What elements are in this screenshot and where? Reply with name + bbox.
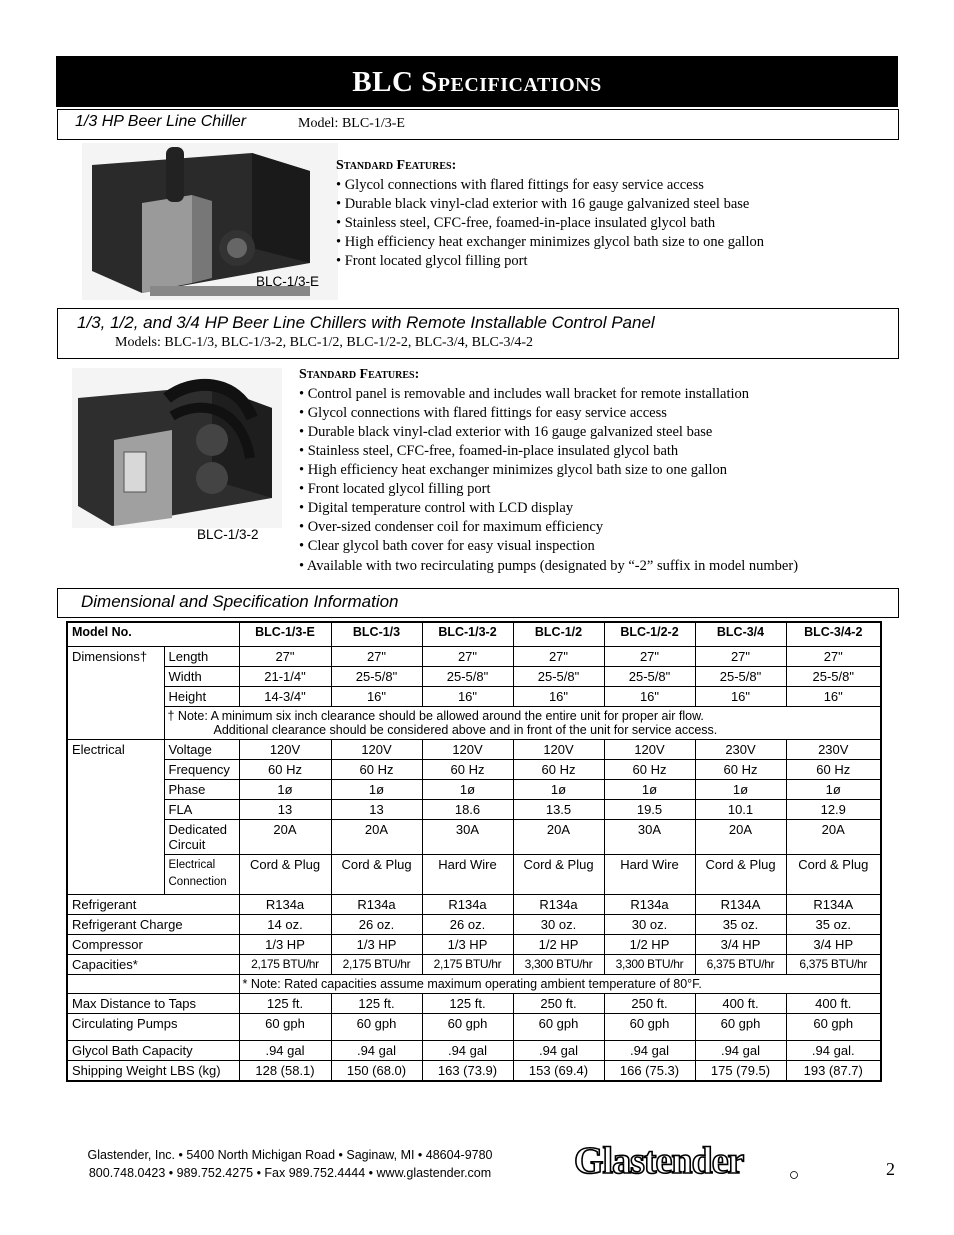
dimension-note — [164, 707, 881, 740]
model-header: BLC-1/3-2 — [422, 622, 513, 647]
table-cell: 60 gph — [239, 1014, 331, 1041]
table-cell: 35 oz. — [695, 915, 786, 935]
table-cell: 25-5/8" — [513, 667, 604, 687]
feature-item: • Front located glycol filling port — [299, 480, 879, 499]
table-cell: 60 gph — [786, 1014, 881, 1041]
feature-item: • Durable black vinyl-clad exterior with 16 gauge galvanized steel base — [336, 195, 876, 214]
features-title: Standard Features: — [336, 158, 457, 173]
row-label: Phase — [164, 780, 239, 800]
row-label: Height — [164, 687, 239, 707]
table-cell: 60 gph — [513, 1014, 604, 1041]
dimension-note-line-1: † Note: A minimum six inch clearance should be allowed around the entire unit for proper air flow. — [167, 709, 704, 723]
model-header: BLC-1/2 — [513, 622, 604, 647]
table-cell: 250 ft. — [513, 994, 604, 1014]
table-cell: 120V — [604, 740, 695, 760]
feature-item: • Durable black vinyl-clad exterior with 16 gauge galvanized steel base — [299, 423, 879, 442]
table-cell: 163 (73.9) — [422, 1061, 513, 1082]
table-cell: .94 gal — [239, 1041, 331, 1061]
table-cell: 30 oz. — [513, 915, 604, 935]
row-label: Capacities* — [67, 955, 239, 975]
table-cell: 60 Hz — [513, 760, 604, 780]
table-cell: 3/4 HP — [695, 935, 786, 955]
feature-item: • Control panel is removable and includes wall bracket for remote installation — [299, 385, 879, 404]
table-row — [67, 647, 881, 667]
table-cell: 1ø — [604, 780, 695, 800]
table-cell: 25-5/8" — [604, 667, 695, 687]
table-cell: .94 gal — [604, 1041, 695, 1061]
table-cell: 25-5/8" — [422, 667, 513, 687]
table-cell: 400 ft. — [695, 994, 786, 1014]
table-cell: 250 ft. — [604, 994, 695, 1014]
table-row — [67, 1041, 881, 1061]
table-cell: 193 (87.7) — [786, 1061, 881, 1082]
empty-cell — [67, 975, 239, 994]
table-cell: 35 oz. — [786, 915, 881, 935]
table-cell: 3,300 BTU/hr — [604, 955, 695, 975]
glastender-logo — [572, 1138, 800, 1182]
table-cell: 14 oz. — [239, 915, 331, 935]
capacity-note: * Note: Rated capacities assume maximum operating ambient temperature of 80°F. — [239, 975, 881, 994]
table-cell: 1/3 HP — [331, 935, 422, 955]
feature-item: • Glycol connections with flared fittings for easy service access — [299, 404, 879, 423]
table-cell: Cord & Plug — [331, 855, 422, 895]
table-cell: 230V — [695, 740, 786, 760]
footer-address — [55, 1146, 525, 1182]
row-label: Compressor — [67, 935, 239, 955]
table-cell: 13 — [239, 800, 331, 820]
table-cell: Cord & Plug — [513, 855, 604, 895]
section-2-heading: 1/3, 1/2, and 3/4 HP Beer Line Chillers with Remote Installable Control Panel — [77, 313, 655, 332]
page-title-bar — [56, 56, 898, 107]
table-cell: 1ø — [239, 780, 331, 800]
table-row — [67, 955, 881, 975]
section-1-model: Model: BLC-1/3-E — [298, 116, 405, 131]
feature-item: • High efficiency heat exchanger minimizes glycol bath size to one gallon — [336, 233, 876, 252]
table-row — [67, 667, 881, 687]
section-1-heading: 1/3 HP Beer Line Chiller — [75, 113, 247, 130]
model-header: BLC-1/3-E — [239, 622, 331, 647]
row-label-line-1: Dedicated — [168, 822, 228, 837]
table-cell: R134a — [331, 895, 422, 915]
section-1-header — [57, 109, 899, 140]
table-cell: 20A — [239, 820, 331, 855]
footer-line-2: 800.748.0423 • 989.752.4275 • Fax 989.752.4444 • www.glastender.com — [88, 1166, 492, 1180]
row-label: Glycol Bath Capacity — [67, 1041, 239, 1061]
table-row — [67, 1061, 881, 1082]
page-number: 2 — [886, 1159, 895, 1179]
table-cell: .94 gal — [513, 1041, 604, 1061]
table-cell: R134A — [695, 895, 786, 915]
table-cell: 20A — [513, 820, 604, 855]
table-cell: 26 oz. — [422, 915, 513, 935]
table-header-row — [67, 622, 881, 647]
table-cell: Hard Wire — [422, 855, 513, 895]
section-2-header — [57, 308, 899, 359]
table-cell: 1/3 HP — [239, 935, 331, 955]
table-cell: 120V — [513, 740, 604, 760]
table-row — [67, 855, 881, 895]
table-cell: 60 Hz — [604, 760, 695, 780]
model-header: BLC-3/4 — [695, 622, 786, 647]
table-cell: 16" — [695, 687, 786, 707]
table-cell: 1ø — [513, 780, 604, 800]
features-title: Standard Features: — [299, 367, 420, 382]
table-cell: .94 gal — [422, 1041, 513, 1061]
table-cell: 3/4 HP — [786, 935, 881, 955]
model-label: Model No. — [67, 622, 239, 647]
table-cell: 16" — [604, 687, 695, 707]
table-cell: Cord & Plug — [695, 855, 786, 895]
table-cell: Hard Wire — [604, 855, 695, 895]
row-label: Max Distance to Taps — [67, 994, 239, 1014]
table-cell: 14-3/4" — [239, 687, 331, 707]
table-cell: 60 Hz — [786, 760, 881, 780]
table-cell: 27" — [513, 647, 604, 667]
table-cell: 60 gph — [604, 1014, 695, 1041]
row-label: Refrigerant — [67, 895, 239, 915]
table-cell: .94 gal — [695, 1041, 786, 1061]
table-cell: R134a — [604, 895, 695, 915]
table-cell: 120V — [422, 740, 513, 760]
table-cell: 27" — [422, 647, 513, 667]
table-row — [67, 935, 881, 955]
table-row — [67, 760, 881, 780]
feature-item: • Available with two recirculating pumps (designated by “-2” suffix in model number) — [299, 557, 879, 576]
table-cell: 60 gph — [331, 1014, 422, 1041]
table-cell: 125 ft. — [331, 994, 422, 1014]
table-cell: 21-1/4" — [239, 667, 331, 687]
table-cell: 27" — [786, 647, 881, 667]
table-cell: 120V — [331, 740, 422, 760]
table-cell: 1ø — [786, 780, 881, 800]
feature-item: • Clear glycol bath cover for easy visual inspection — [299, 537, 879, 556]
section-2-features — [299, 365, 879, 576]
table-cell: 12.9 — [786, 800, 881, 820]
table-cell: 2,175 BTU/hr — [331, 955, 422, 975]
section-1-features — [336, 156, 876, 271]
table-cell: 2,175 BTU/hr — [239, 955, 331, 975]
model-header: BLC-1/3 — [331, 622, 422, 647]
table-cell: 20A — [695, 820, 786, 855]
table-cell: 1/2 HP — [604, 935, 695, 955]
table-cell: 25-5/8" — [786, 667, 881, 687]
table-cell: 25-5/8" — [695, 667, 786, 687]
table-cell: 1ø — [331, 780, 422, 800]
table-cell: 60 gph — [422, 1014, 513, 1041]
table-row — [67, 915, 881, 935]
table-cell: 27" — [331, 647, 422, 667]
table-cell: 150 (68.0) — [331, 1061, 422, 1082]
logo-text: Glastender — [574, 1140, 744, 1182]
table-cell: 16" — [422, 687, 513, 707]
table-row — [67, 975, 881, 994]
table-cell: 16" — [786, 687, 881, 707]
section-3-header — [57, 588, 899, 618]
table-cell: 60 gph — [695, 1014, 786, 1041]
table-cell: .94 gal — [331, 1041, 422, 1061]
table-row — [67, 820, 881, 855]
table-cell: 60 Hz — [695, 760, 786, 780]
table-cell: 125 ft. — [239, 994, 331, 1014]
feature-item: • Over-sized condenser coil for maximum efficiency — [299, 518, 879, 537]
table-cell: 128 (58.1) — [239, 1061, 331, 1082]
table-cell: 6,375 BTU/hr — [786, 955, 881, 975]
table-cell: 166 (75.3) — [604, 1061, 695, 1082]
table-row — [67, 780, 881, 800]
row-label-line-1: Electrical — [168, 859, 216, 871]
table-cell: R134a — [239, 895, 331, 915]
row-group-label: Dimensions† — [67, 647, 164, 740]
model-header: BLC-1/2-2 — [604, 622, 695, 647]
table-row — [67, 800, 881, 820]
section-3-heading: Dimensional and Specification Information — [81, 592, 399, 611]
specification-table — [66, 621, 882, 1082]
table-row — [67, 687, 881, 707]
table-cell: 1ø — [695, 780, 786, 800]
row-label: Circulating Pumps — [67, 1014, 239, 1041]
row-label: Voltage — [164, 740, 239, 760]
row-label: Refrigerant Charge — [67, 915, 239, 935]
table-cell: Cord & Plug — [239, 855, 331, 895]
table-cell: 2,175 BTU/hr — [422, 955, 513, 975]
table-cell: 1/2 HP — [513, 935, 604, 955]
table-cell: 1ø — [422, 780, 513, 800]
row-label: FLA — [164, 800, 239, 820]
table-row — [67, 1014, 881, 1041]
table-cell: 27" — [695, 647, 786, 667]
table-cell: 125 ft. — [422, 994, 513, 1014]
table-cell: 60 Hz — [239, 760, 331, 780]
row-label — [164, 820, 239, 855]
table-cell: 27" — [239, 647, 331, 667]
feature-item: • Stainless steel, CFC-free, foamed-in-place insulated glycol bath — [336, 214, 876, 233]
feature-item: • Stainless steel, CFC-free, foamed-in-place insulated glycol bath — [299, 442, 879, 461]
row-label: Shipping Weight LBS (kg) — [67, 1061, 239, 1082]
feature-item: • High efficiency heat exchanger minimizes glycol bath size to one gallon — [299, 461, 879, 480]
row-label-line-2: Circuit — [168, 837, 206, 852]
chiller-photo-blc-1-3-2 — [72, 368, 282, 528]
table-row — [67, 740, 881, 760]
row-label-line-2: Connection — [168, 876, 227, 888]
table-row — [67, 707, 881, 740]
footer-line-1: Glastender, Inc. • 5400 North Michigan Road • Saginaw, MI • 48604-9780 — [87, 1148, 493, 1162]
model-header: BLC-3/4-2 — [786, 622, 881, 647]
feature-item: • Front located glycol filling port — [336, 252, 876, 271]
table-cell: 18.6 — [422, 800, 513, 820]
table-cell: 6,375 BTU/hr — [695, 955, 786, 975]
table-cell: 400 ft. — [786, 994, 881, 1014]
table-cell: 230V — [786, 740, 881, 760]
dimension-note-line-2: Additional clearance should be considered above and in front of the unit for service access. — [213, 723, 718, 737]
table-cell: 25-5/8" — [331, 667, 422, 687]
table-cell: 30 oz. — [604, 915, 695, 935]
photo-1-caption: BLC-1/3-E — [256, 274, 320, 289]
table-cell: 153 (69.4) — [513, 1061, 604, 1082]
table-cell: R134a — [422, 895, 513, 915]
table-cell: 10.1 — [695, 800, 786, 820]
table-cell: 13 — [331, 800, 422, 820]
row-group-label: Electrical — [67, 740, 164, 895]
table-cell: 30A — [604, 820, 695, 855]
table-cell: 13.5 — [513, 800, 604, 820]
feature-item: • Glycol connections with flared fittings for easy service access — [336, 176, 876, 195]
table-cell: 60 Hz — [422, 760, 513, 780]
table-cell: 16" — [331, 687, 422, 707]
table-cell: 19.5 — [604, 800, 695, 820]
row-label — [164, 855, 239, 895]
table-cell: 175 (79.5) — [695, 1061, 786, 1082]
table-cell: 1/3 HP — [422, 935, 513, 955]
row-label: Frequency — [164, 760, 239, 780]
feature-item: • Digital temperature control with LCD display — [299, 499, 879, 518]
table-cell: .94 gal. — [786, 1041, 881, 1061]
table-cell: Cord & Plug — [786, 855, 881, 895]
table-cell: 20A — [786, 820, 881, 855]
photo-2-caption: BLC-1/3-2 — [197, 527, 259, 542]
table-cell: 60 Hz — [331, 760, 422, 780]
table-cell: 27" — [604, 647, 695, 667]
row-label: Length — [164, 647, 239, 667]
table-cell: R134a — [513, 895, 604, 915]
table-cell: 120V — [239, 740, 331, 760]
table-cell: 3,300 BTU/hr — [513, 955, 604, 975]
section-2-models: Models: BLC-1/3, BLC-1/3-2, BLC-1/2, BLC-1/2-2, BLC-3/4, BLC-3/4-2 — [115, 335, 534, 350]
row-label: Width — [164, 667, 239, 687]
table-row — [67, 895, 881, 915]
page-title: BLC Specifications — [352, 66, 602, 98]
table-cell: 30A — [422, 820, 513, 855]
table-cell: 20A — [331, 820, 422, 855]
table-cell: 16" — [513, 687, 604, 707]
table-cell: 26 oz. — [331, 915, 422, 935]
table-row — [67, 994, 881, 1014]
table-cell: R134A — [786, 895, 881, 915]
